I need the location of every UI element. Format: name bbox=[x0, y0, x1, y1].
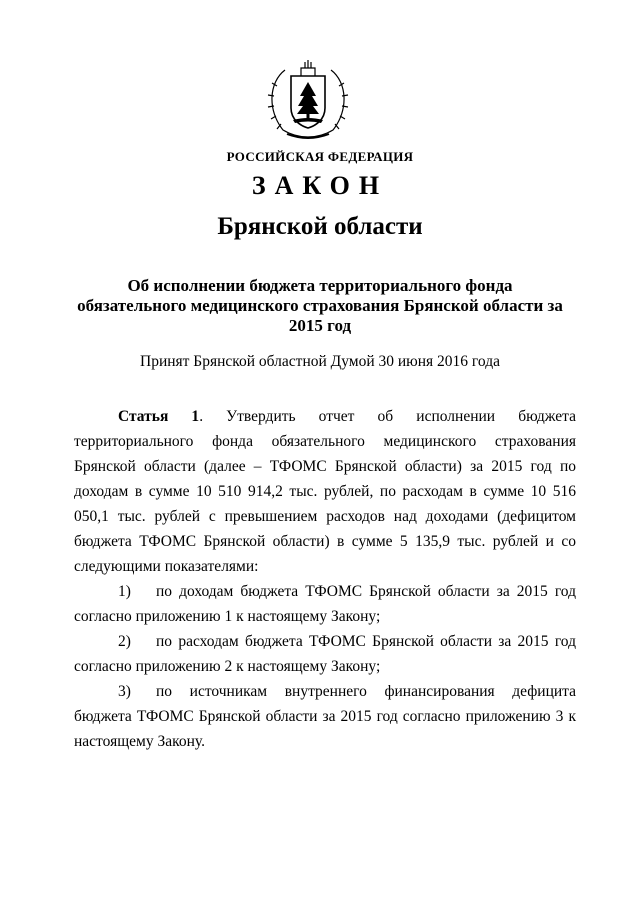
list-item bbox=[74, 679, 576, 754]
list-item-number: 1) bbox=[118, 583, 131, 600]
article-text: . Утвердить отчет об исполнении бюджета территориального фонда обязательного медицинского страхования Брянской области (далее – ТФОМС Брянской области) за 2015 год по доходам в сумме 10 510 914,2 тыс. рублей, по расходам в сумме 10 516 050,1 тыс. рублей с превышением расходов над доходами (дефицитом бюджета ТФОМС Брянской области) в сумме 5 135,9 тыс. рублей и со следующими показателями: bbox=[74, 408, 576, 575]
article-body bbox=[74, 404, 576, 754]
country-heading: РОССИЙСКАЯ ФЕДЕРАЦИЯ bbox=[226, 149, 414, 164]
law-subject bbox=[0, 276, 640, 336]
list-item-text: по расходам бюджета ТФОМС Брянской области за 2015 год согласно приложению 2 к настоящему Закону; bbox=[74, 633, 576, 675]
subject-line: обязательного медицинского страхования Брянской области за bbox=[77, 296, 563, 315]
coat-of-arms-icon bbox=[263, 58, 353, 140]
list-item bbox=[74, 629, 576, 679]
article-label: Статья 1 bbox=[118, 408, 200, 425]
list-item-text: по источникам внутреннего финансирования дефицита бюджета ТФОМС Брянской области за 2015 год согласно приложению 3 к настоящему Закону. bbox=[74, 683, 576, 750]
adoption-note: Принят Брянской областной Думой 30 июня 2016 года bbox=[140, 353, 500, 370]
document-type-heading: ЗАКОН bbox=[251, 171, 389, 200]
list-item-number: 2) bbox=[118, 633, 131, 650]
list-item-number: 3) bbox=[118, 683, 131, 700]
list-item bbox=[74, 579, 576, 629]
subject-line: Об исполнении бюджета территориального фонда bbox=[127, 276, 513, 295]
list-item-text: по доходам бюджета ТФОМС Брянской области за 2015 год согласно приложению 1 к настоящему Закону; bbox=[74, 583, 576, 625]
subject-line: 2015 год bbox=[288, 316, 352, 335]
region-heading: Брянской области bbox=[217, 213, 423, 240]
article-paragraph bbox=[74, 404, 576, 579]
